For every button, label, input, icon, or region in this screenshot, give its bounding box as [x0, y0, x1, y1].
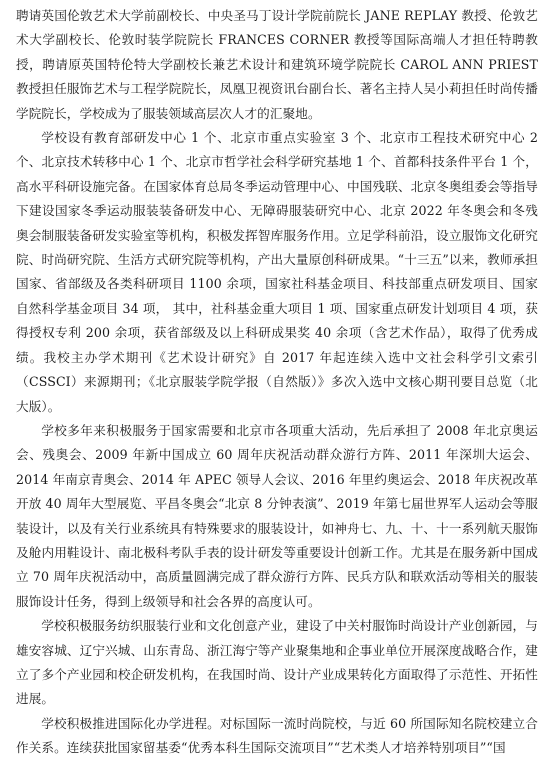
- document-page: [16, 4, 538, 761]
- paragraph-major-events-service: 学校多年来积极服务于国家需要和北京市各项重大活动，先后承担了 2008 年北京奥运会、残奥会、2009 年新中国成立 60 周年庆祝活动群众游行方阵、2011 年深圳大运会、2014 年南京青奥会、2014 年 APEC 领导人会议、2016 年里约奥运会、2018 年庆祝改革开放 40 周年大型展览、平昌冬奥会“北京 8 分钟表演”、2019 年第七届世界军人运动会等服装设计，以及有关行业系统具有特殊要求的服装设计，如神舟七、九、十、十一系列航天服饰及舱内用鞋设计、南北极科考队手表的设计研发等重要设计创新工作。尤其是在服务新中国成立 70 周年庆祝活动中，高质量圆满完成了群众游行方阵、民兵方队和联欢活动等相关的服装服饰设计任务，得到上级领导和社会各界的高度认可。: [16, 422, 538, 609]
- paragraph-internationalization: 学校积极推进国际化办学进程。对标国际一流时尚院校，与近 60 所国际知名院校建立合作关系。连续获批国家留基委“优秀本科生国际交流项目”“艺术类人才培养特别项目”“国: [16, 715, 538, 756]
- paragraph-talent-recruitment: 聘请英国伦敦艺术大学前副校长、中央圣马丁设计学院前院长 JANE REPLAY 教授、伦敦艺术大学副校长、伦敦时装学院院长 FRANCES CORNER 教授等国际高端人才担任特聘教授，聘请原英国特伦特大学副校长兼艺术设计和建筑环境学院院长 CAROL ANN PRIEST 教授担任服饰艺术与工程学院院长，凤凰卫视资讯台副台长、著名主持人吴小莉担任时尚传播学院院长，学校成为了服装领域高层次人才的汇聚地。: [16, 8, 538, 121]
- paragraph-research-facilities: 学校设有教育部研发中心 1 个、北京市重点实验室 3 个、北京市工程技术研究中心 2 个、北京技术转移中心 1 个、北京市哲学社会科学研究基地 1 个、首都科技条件平台 1 个，高水平科研设施完备。在国家体育总局冬季运动管理中心、中国残联、北京冬奥组委会等指导下建设国家冬季运动服装装备研发中心、无障碍服装研究中心、北京 2022 年冬奥会和冬残奥会制服装备研发实验室等机构，积极发挥智库服务作用。立足学科前沿，设立服饰文化研究院、时尚研究院、生活方式研究院等机构，产出大量原创科研成果。“十三五”以来，教师承担国家、省部级及各类科研项目 1100 余项，国家社科基金项目、科技部重点研发项目、国家自然科学基金项目 34 项， 其中，社科基金重大项目 1 项、国家重点研发计划项目 4 项，获得授权专利 200 余项，获省部级及以上科研成果奖 40 余项（含艺术作品），取得了优秀成绩。我校主办学术期刊《艺术设计研究》自 2017 年起连续入选中文社会科学引文索引（CSSCI）来源期刊；《北京服装学院学报（自然版）》多次入选中文核心期刊要目总览（北大版）。: [16, 130, 538, 414]
- paragraph-industry-service: 学校积极服务纺织服装行业和文化创意产业，建设了中关村服饰时尚设计产业创新园，与雄安容城、辽宁兴城、山东青岛、浙江海宁等产业聚集地和企事业单位开展深度战略合作，建立了多个产业园和校企研发机构，在我国时尚、设计产业成果转化方面取得了示范性、开拓性进展。: [16, 618, 538, 707]
